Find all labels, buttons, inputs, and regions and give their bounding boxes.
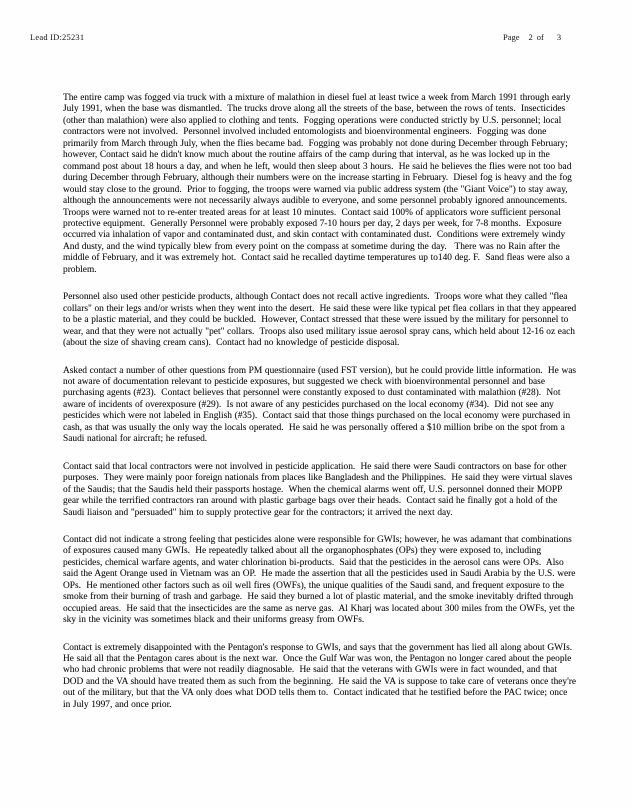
paragraph-other-pesticides: Personnel also used other pesticide products, although Contact does not recall active ingredients. Troops wore what they called "flea collars" on their legs and/or wrists when they went into the desert. He said these were like typical pet flea collars in that they appeared to be a plastic material, and they could be buckled. However, Contact stressed that these were issued by the military for personnel to wear, and that they were not actually "pet" collars. Troops also used military issue aerosol spray cans, which held about 12-16 oz each (about the size of shaving cream cans). Contact had no knowledge of pesticide disposal. — [63, 292, 579, 349]
paragraph-pm-questionnaire: Asked contact a number of other questions from PM questionnaire (used FST version), but he could provide little information. He was not aware of documentation relevant to pesticide exposures, but suggested we check with bioenvironmental personnel and base purchasing agents (#23). Contact believes that personnel were constantly exposed to dust contaminated with malathion (#28). Not aware of incidents of overexposure (#29). Is not aware of any pesticides purchased on the local economy (#34). Did not see any pesticides which were not labeled in English (#35). Contact said that those things purchased on the local economy were purchased in cash, as that was usually the only way the locals operated. He said he was personally offered a $10 million bribe on the spot from a Saudi national for aircraft; he refused. — [63, 365, 579, 445]
page-indicator — [503, 32, 561, 42]
paragraph-local-contractors: Contact said that local contractors were not involved in pesticide application. He said there were Saudi contractors on base for other purposes. They were mainly poor foreign nationals from places like Bangladesh and the Philippines. He said they were virtual slaves of the Saudis; that the Saudis held their passports hostage. When the chemical alarms went off, U.S. personnel donned their MOPP gear while the terrified contractors ran around with plastic garbage bags over their heads. Contact said he finally got a hold of the Saudi liaison and "persuaded" him to supply protective gear for the contractors; it arrived the next day. — [63, 461, 576, 518]
paragraph-fogging-operations: The entire camp was fogged via truck with a mixture of malathion in diesel fuel at least twice a week from March 1991 through early July 1991, when the base was dismantled. The trucks drove along all the streets of the base, between the rows of tents. Insecticides (other than malathion) were also applied to clothing and tents. Fogging operations were conducted strictly by U.S. personnel; local contractors were not involved. Personnel involved included entomologists and bioenvironmental engineers. Fogging was done primarily from March through July, when the flies became bad. Fogging was probably not done during December through February; however, Contact said he didn't know much about the routine affairs of the camp during that interval, as he was locked up in the command post about 18 hours a day, and when he left, would then sleep about 3 hours. He said he believes the flies were not too bad during December through February, although their numbers were on the increase starting in February. Diesel fog is heavy and the fog would stay close to the ground. Prior to fogging, the troops were warned via public address system (the "Giant Voice") to stay away, although the announcements were not necessarily always audible to everyone, and some personnel probably ignored announcements. Troops were warned not to re-enter treated areas for at least 10 minutes. Contact said 100% of applicators wore sufficient personal protective equipment. Generally Personnel were probably exposed 7-10 hours per day, 2 days per week, for 7-8 months. Exposure occurred via inhalation of vapor and contaminated dust, and skin contact with contaminated dust. Conditions were extremely windy And dusty, and the wind typically blew from every point on the compass at sometime during the day. There was no Rain after the middle of February, and it was extremely hot. Contact said he recalled daytime temperatures up to140 deg. F. Sand fleas were also a problem. — [63, 93, 575, 275]
paragraph-pentagon-response: Contact is extremely disappointed with the Pentagon's response to GWIs, and says that the government has lied all along about GWIs. He said all that the Pentagon cares about is the next war. Once the Gulf War was won, the Pentagon no longer cared about the people who had chronic problems that were not readily diagnosable. He said that the veterans with GWIs were in fact wounded, and that DOD and the VA should have treated them as such from the beginning. He said the VA is suppose to take care of veterans once they're out of the military, but that the VA only does what DOD tells them to. Contact indicated that he testified before the PAC twice; once in July 1997, and once prior. — [63, 642, 579, 710]
paragraph-exposure-combinations: Contact did not indicate a strong feeling that pesticides alone were responsible for GWIs; however, he was adamant that combinations of exposures caused many GWIs. He repeatedly talked about all the organophosphates (OPs) they were exposed to, including pesticides, chemical warfare agents, and water chlorination bi-products. Said that the pesticides in the aerosol cans were OPs. Also said the Agent Orange used in Vietnam was an OP. He made the assertion that all the pesticides used in Saudi Arabia by the U.S. were OPs. He mentioned other factors such as oil well fires (OWFs), the unique qualities of the Saudi sand, and frequent exposure to the smoke from their burning of trash and garbage. He said they burned a lot of plastic material, and the smoke inevitably drifted through occupied areas. He said that the insecticides are the same as nerve gas. Al Kharj was located about 300 miles from the OWFs, yet the sky in the vicinity was sometimes black and their uniforms greasy from OWFs. — [63, 534, 579, 626]
page-of-label: of — [536, 32, 544, 42]
page-total: 3 — [556, 32, 562, 42]
page-word-label: Page — [503, 32, 520, 42]
page-header — [0, 32, 632, 46]
lead-id-label: Lead ID:25231 — [30, 32, 85, 42]
document-body — [63, 93, 577, 727]
page-number: 2 — [528, 32, 533, 42]
